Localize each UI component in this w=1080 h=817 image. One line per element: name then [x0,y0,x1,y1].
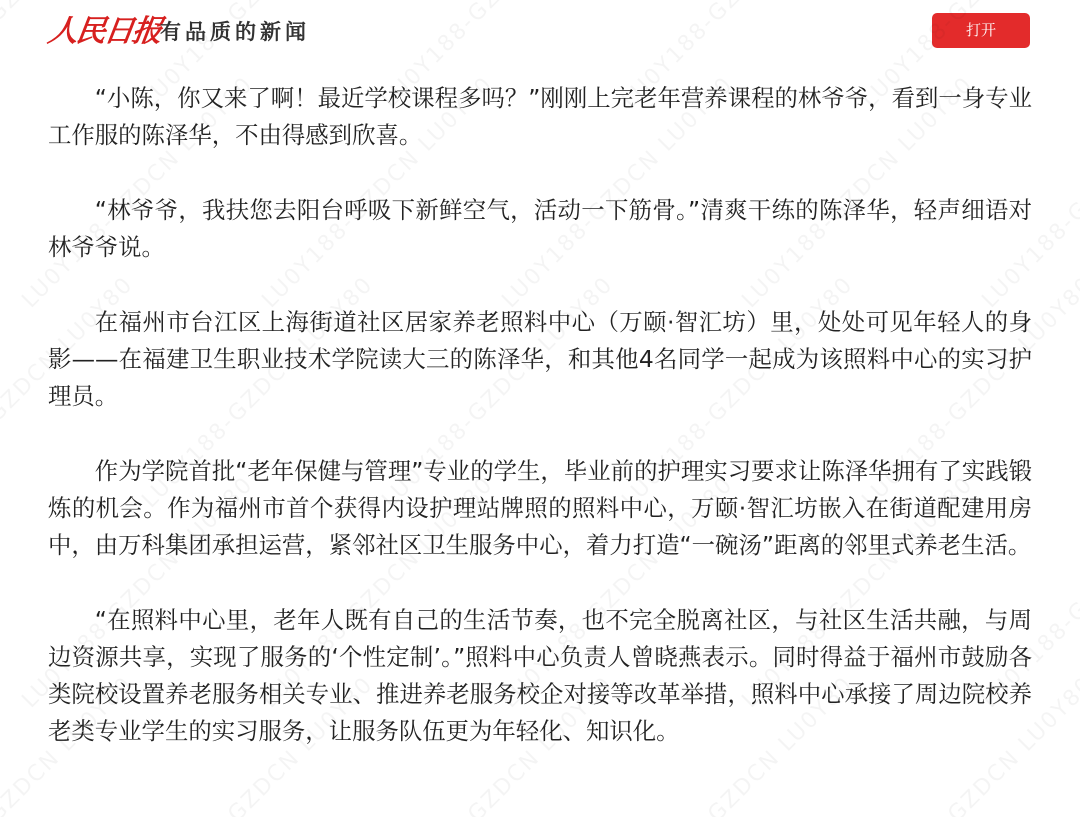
open-app-button[interactable]: 打开 [932,13,1030,48]
article-paragraph: 在福州市台江区上海街道社区居家养老照料中心（万颐·智汇坊）里，处处可见年轻人的身影——在福建卫生职业技术学院读大三的陈泽华，和其他4名同学一起成为该照料中心的实习护理员。 [48,308,1032,410]
article-body [48,80,1032,788]
article-paragraph: “林爷爷，我扶您去阳台呼吸下新鲜空气，活动一下筋骨。”清爽干练的陈泽华，轻声细语对林爷爷说。 [48,196,1032,261]
article-paragraph: 作为学院首批“老年保健与管理”专业的学生，毕业前的护理实习要求让陈泽华拥有了实践锻炼的机会。作为福州市首个获得内设护理站牌照的照料中心，万颐·智汇坊嵌入在街道配建用房中，由万科集团承担运营，紧邻社区卫生服务中心，着力打造“一碗汤”距离的邻里式养老生活。 [48,457,1032,559]
top-bar [0,0,1080,64]
people-daily-logo[interactable]: 人民日报 [45,14,163,49]
article-paragraph: “在照料中心里，老年人既有自己的生活节奏，也不完全脱离社区，与社区生活共融，与周边资源共享，实现了服务的‘个性定制’。”照料中心负责人曾晓燕表示。同时得益于福州市鼓励各类院校设置养老服务相关专业、推进养老服务校企对接等改革举措，照料中心承接了周边院校养老类专业学生的实习服务，让服务队伍更为年轻化、知识化。 [48,606,1032,745]
article-paragraph: “小陈，你又来了啊！最近学校课程多吗？”刚刚上完老年营养课程的林爷爷，看到一身专业工作服的陈泽华，不由得感到欣喜。 [48,84,1032,149]
slogan: 有品质的新闻 [160,19,310,44]
